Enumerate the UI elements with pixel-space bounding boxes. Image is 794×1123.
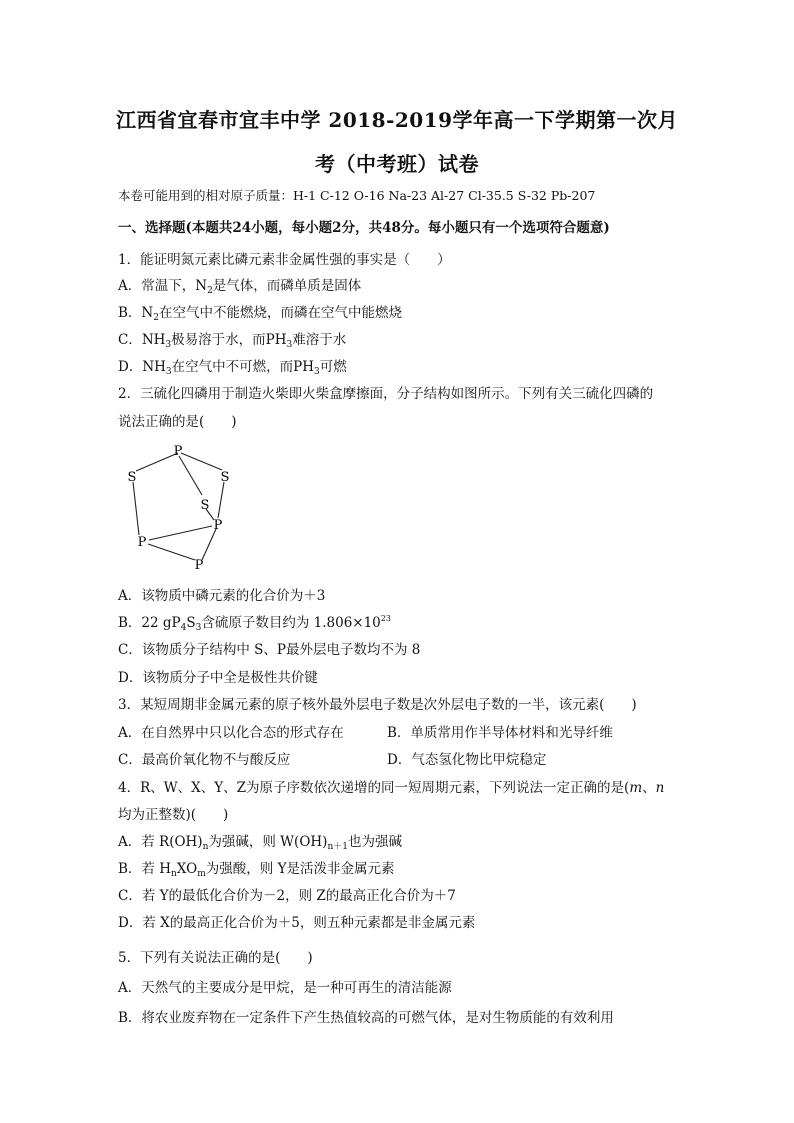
atom-s-right: S [220,470,230,485]
q4-option-a: A．若 $R(OH)_n$为强碱，则 $W(OH)_{n+1}$也为强碱 [118,834,402,852]
q5-stem: 5．下列有关说法正确的是( ) [118,950,313,966]
q2-stem-line2: 说法正确的是( ) [118,414,237,430]
q1-option-a: A．常温下，$N_2$是气体，而磷单质是固体 [118,278,362,296]
q3-option-a: A．在自然界中只以化合态的形式存在 [118,725,344,741]
q3-option-b: B．单质常用作半导体材料和光导纤维 [387,725,613,741]
atom-s-left: S [127,470,137,485]
exam-title-line1: 江西省宜春市宜丰中学 2018-2019学年高一下学期第一次月 [115,108,679,132]
q1-option-c: C．$NH_3$极易溶于水，而$PH_3$难溶于水 [118,332,347,350]
q3-option-d: D．气态氢化物比甲烷稳定 [387,752,547,768]
q3-option-c: C．最高价氧化物不与酸反应 [118,752,291,768]
q5-option-a: A．天然气的主要成分是甲烷，是一种可再生的清洁能源 [118,980,452,996]
q4-stem-line2: 均为正整数)( ) [118,807,229,823]
p4s3-structure-diagram [118,436,248,576]
atom-p-right: P [213,518,223,533]
q4-stem-line1: 4．R、W、X、Y、Z为原子序数依次递增的同一短周期元素，下列说法一定正确的是(m、n [118,780,665,796]
q1-option-b: B．$N_2$在空气中不能燃烧，而磷在空气中能燃烧 [118,305,402,323]
atom-p-left: P [137,535,147,550]
q4-option-c: C．若 Y的最低化合价为－2，则 Z的最高正化合价为＋7 [118,888,456,904]
q4-option-d: D．若 X的最高正化合价为＋5，则五种元素都是非金属元素 [118,915,476,931]
q2-option-d: D．该物质分子中全是极性共价键 [118,670,318,686]
q1-stem: 1．能证明氮元素比磷元素非金属性强的事实是（ ） [118,252,451,268]
q2-option-a: A．该物质中磷元素的化合价为＋3 [118,588,326,604]
q2-option-b: B．22 $gP_4S_3$含硫原子数目约为 $1.806\times 10^{23}$ [118,614,391,633]
q3-stem: 3．某短周期非金属元素的原子核外最外层电子数是次外层电子数的一半，该元素( ) [118,697,637,713]
q1-option-d: D．$NH_3$在空气中不可燃，而$PH_3$可燃 [118,359,347,377]
atom-p-bottom: P [194,558,204,573]
q4-option-b: B．若 $H_nXO_m$为强酸，则 Y是活泼非金属元素 [118,861,395,879]
section-heading: 一、选择题(本题共24小题，每小题2分，共48分。每小题只有一个选项符合题意) [118,220,610,236]
atom-p-top: P [173,444,183,459]
exam-title-line2: 考（中考班）试卷 [315,152,479,176]
q2-option-c: C．该物质分子结构中 S、P最外层电子数均不为 8 [118,642,421,658]
atomic-masses-note: 本卷可能用到的相对原子质量：H-1 C-12 O-16 Na-23 Al-27 Cl-35.5 S-32 Pb-207 [118,188,596,203]
atom-s-middle: S [200,498,210,513]
q2-stem-line1: 2．三硫化四磷用于制造火柴即火柴盒摩擦面，分子结构如图所示。下列有关三硫化四磷的 [118,386,654,402]
q5-option-b: B．将农业废弃物在一定条件下产生热值较高的可燃气体，是对生物质能的有效利用 [118,1010,614,1026]
